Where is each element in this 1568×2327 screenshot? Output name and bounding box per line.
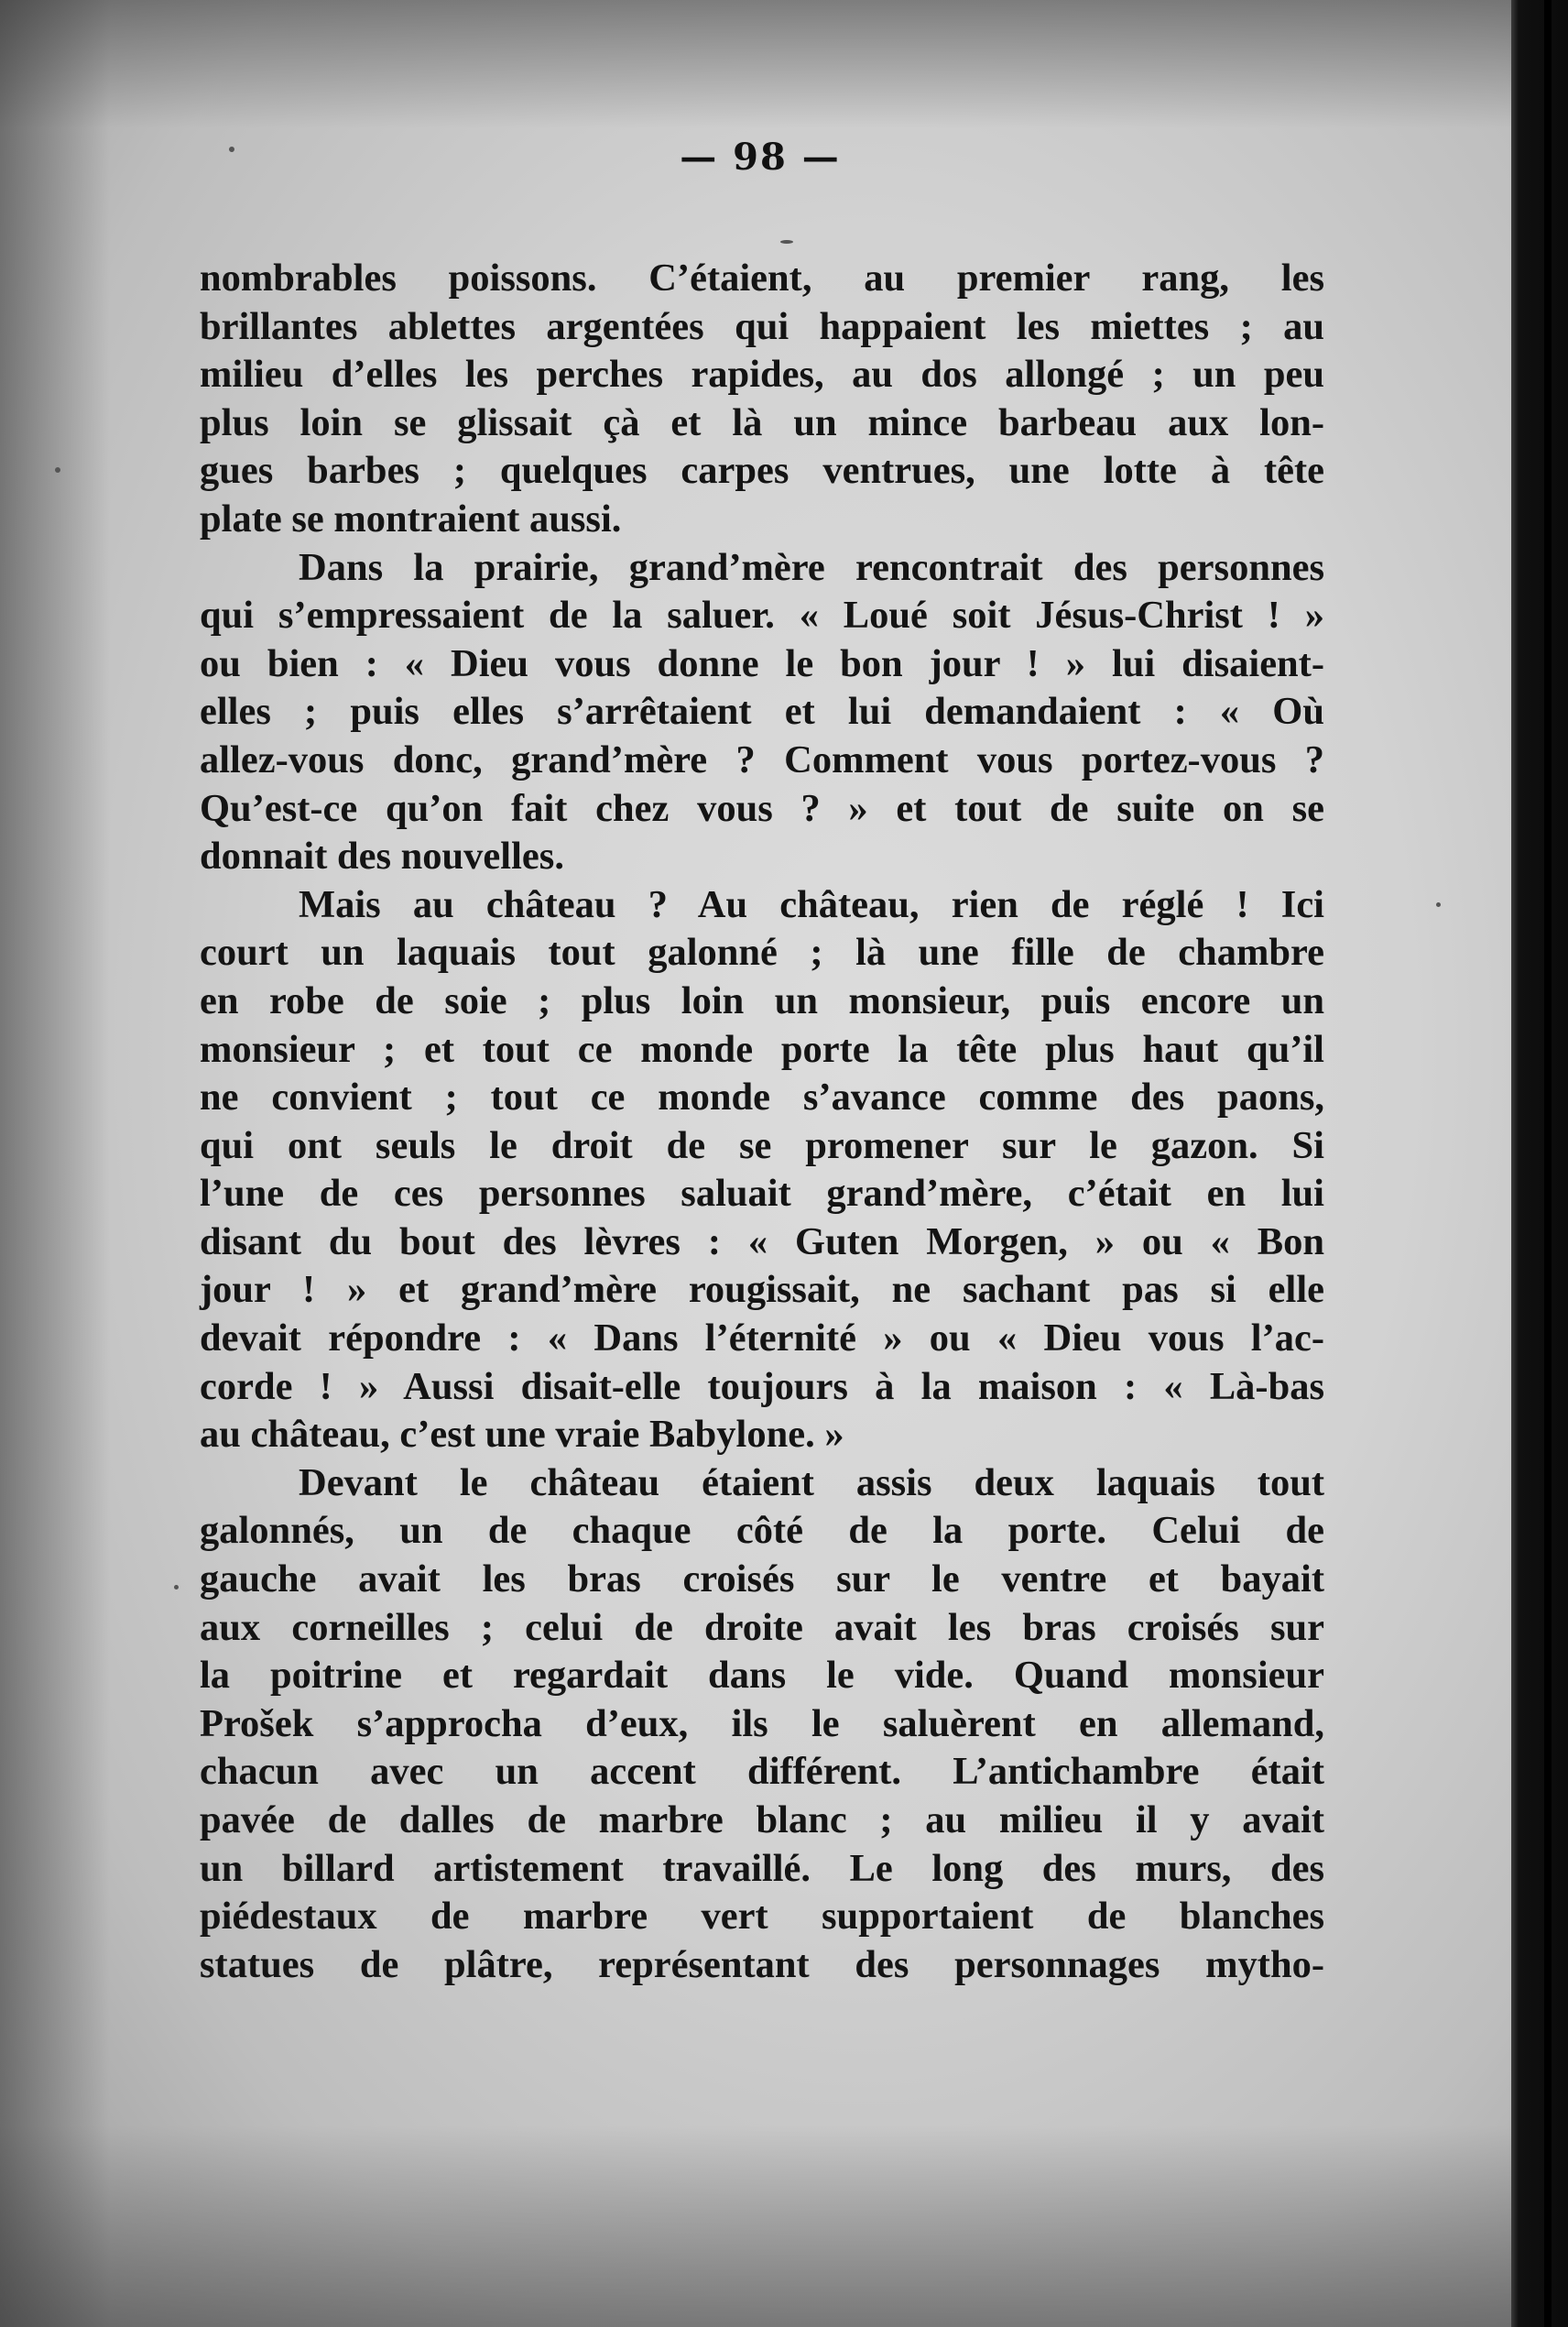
text-line: plate se montraient aussi. xyxy=(200,497,622,541)
text-line: Dans la prairie, grand’mère rencontrait des personnes xyxy=(299,545,1324,589)
text-line: un billard artistement travaillé. Le long des murs, des xyxy=(200,1846,1324,1890)
text-line: devait répondre : « Dans l’éternité » ou « Dieu vous l’ac- xyxy=(200,1316,1324,1360)
text-line: milieu d’elles les perches rapides, au dos allongé ; un peu xyxy=(200,353,1324,397)
text-line: disant du bout des lèvres : « Guten Morgen, » ou « Bon xyxy=(200,1219,1324,1263)
text-line: jour ! » et grand’mère rougissait, ne sachant pas si elle xyxy=(200,1268,1324,1312)
text-line: gauche avait les bras croisés sur le ventre et bayait xyxy=(200,1557,1324,1601)
right-edge-line xyxy=(1544,0,1552,2327)
speck xyxy=(780,240,793,244)
text-line: ou bien : « Dieu vous donne le bon jour ! » lui disaient- xyxy=(200,641,1324,685)
text-line: Devant le château étaient assis deux laquais tout xyxy=(299,1460,1324,1504)
text-line: elles ; puis elles s’arrêtaient et lui demandaient : « Où xyxy=(200,690,1324,734)
top-shadow xyxy=(0,0,1511,128)
text-line: allez-vous donc, grand’mère ? Comment vous portez-vous ? xyxy=(200,737,1324,781)
text-line: gues barbes ; quelques carpes ventrues, une lotte à tête xyxy=(200,449,1324,493)
text-line: brillantes ablettes argentées qui happaient les miettes ; au xyxy=(200,304,1324,348)
text-line: qui ont seuls le droit de se promener sur le gazon. Si xyxy=(200,1123,1324,1167)
text-line: ne convient ; tout ce monde s’avance comme des paons, xyxy=(200,1076,1324,1120)
text-line: au château, c’est une vraie Babylone. » xyxy=(200,1413,844,1457)
text-line: l’une de ces personnes saluait grand’mère, c’était en lui xyxy=(200,1172,1324,1216)
body-text xyxy=(200,255,1324,1989)
left-shadow xyxy=(0,0,110,2327)
text-line: nombrables poissons. C’étaient, au premier rang, les xyxy=(200,257,1324,300)
text-line: aux corneilles ; celui de droite avait les bras croisés sur xyxy=(200,1605,1324,1649)
text-line: corde ! » Aussi disait-elle toujours à la maison : « Là-bas xyxy=(200,1364,1324,1408)
text-line: statues de plâtre, représentant des personnages mytho- xyxy=(200,1942,1324,1986)
text-line: chacun avec un accent différent. L’antichambre était xyxy=(200,1750,1324,1794)
text-line: donnait des nouvelles. xyxy=(200,835,564,879)
speck xyxy=(1436,902,1441,907)
text-line: piédestaux de marbre vert supportaient de blanches xyxy=(200,1895,1324,1939)
text-line: Prošek s’approcha d’eux, ils le saluèrent en allemand, xyxy=(200,1701,1324,1745)
page-number: — 98 — xyxy=(680,136,841,179)
text-line: galonnés, un de chaque côté de la porte. Celui de xyxy=(200,1509,1324,1553)
text-line: la poitrine et regardait dans le vide. Quand monsieur xyxy=(200,1654,1324,1698)
text-line: qui s’empressaient de la saluer. « Loué soit Jésus-Christ ! » xyxy=(200,594,1324,638)
text-line: Qu’est-ce qu’on fait chez vous ? » et tout de suite on se xyxy=(200,786,1324,830)
text-line: court un laquais tout galonné ; là une fille de chambre xyxy=(200,931,1324,975)
speck xyxy=(55,467,60,473)
text-line: monsieur ; et tout ce monde porte la tête plus haut qu’il xyxy=(200,1027,1324,1071)
text-line: en robe de soie ; plus loin un monsieur, puis encore un xyxy=(200,978,1324,1022)
text-line: Mais au château ? Au château, rien de réglé ! Ici xyxy=(299,882,1324,926)
text-line: pavée de dalles de marbre blanc ; au milieu il y avait xyxy=(200,1798,1324,1841)
text-line: plus loin se glissait çà et là un mince barbeau aux lon- xyxy=(200,400,1324,444)
right-scan-edge xyxy=(1511,0,1568,2327)
bottom-shadow xyxy=(0,2125,1511,2327)
speck xyxy=(174,1585,179,1590)
